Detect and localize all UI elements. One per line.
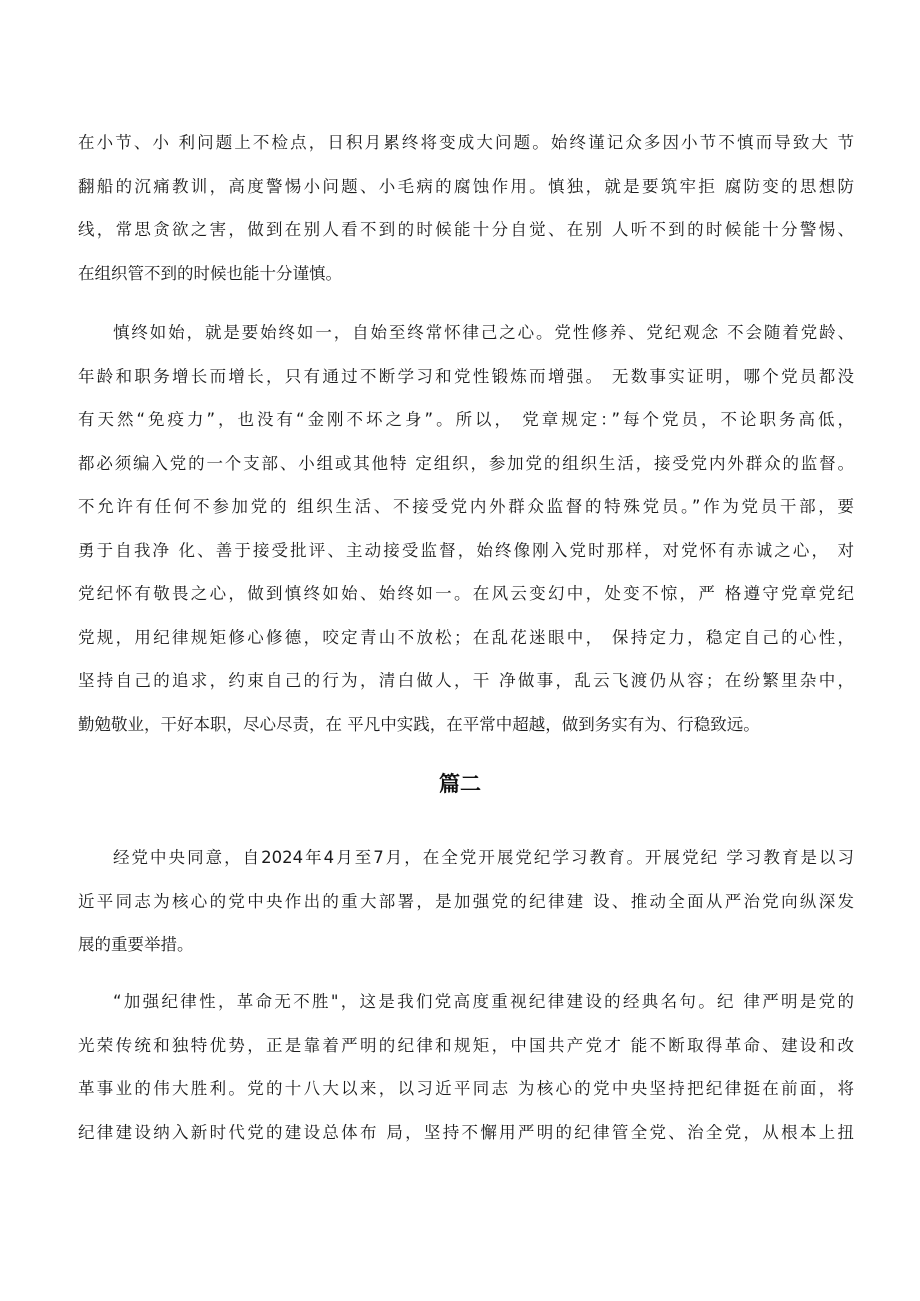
paragraph-line: 勤勉敬业，干好本职，尽心尽责，在 平凡中实践，在平常中超越，做到务实有为、行稳致远。 [78,714,760,734]
paragraph-4 [78,980,854,1154]
paragraph-line: 年龄和职务增长而增长，只有通过不断学习和党性锻炼而增强。 无数事实证明，哪个党员都没 [78,366,854,386]
paragraph-line: 不允许有任何不参加党的 组织生活、不接受党内外群众监督的特殊党员。”作为党员干部，要 [78,497,854,516]
paragraph-line: “加强纪律性，革命无不胜"，这是我们党高度重视纪律建设的经典名句。纪 律严明是党的 [113,992,854,1011]
paragraph-line: 在组织管不到的时候也能十分谨慎。 [78,263,342,283]
paragraph-line: 在小节、小 利问题上不检点，日积月累终将变成大问题。始终谨记众多因小节不慎而导致大 节 [78,133,854,152]
paragraph-line: 坚持自己的追求，约束自己的行为，清白做人，干 净做事，乱云飞渡仍从容；在纷繁里杂中， [78,671,854,690]
paragraph-line: 慎终如始，就是要始终如一，自始至终常怀律己之心。党性修养、党纪观念 不会随着党龄、 [113,323,854,342]
paragraph-line: 党纪怀有敬畏之心，做到慎终如始、始终如一。在风云变幻中，处变不惊，严 格遵守党章党纪 [78,584,854,603]
paragraph-line: 翻船的沉痛教训，高度警惕小问题、小毛病的腐蚀作用。慎独，就是要筑牢拒 腐防变的思想防 [78,176,854,196]
paragraph-1 [78,121,854,295]
paragraph-line: 都必须编入党的一个支部、小组或其他特 定组织，参加党的组织生活，接受党内外群众的监督。 [78,453,854,473]
paragraph-line: 近平同志为核心的党中央作出的重大部署，是加强党的纪律建 设、推动全面从严治党向纵深发 [78,891,854,911]
section-heading: 篇二 [439,772,481,796]
paragraph-line: 展的重要举措。 [78,935,194,954]
paragraph-3 [78,836,854,967]
paragraph-2 [78,311,854,746]
paragraph-line: 党规，用纪律规矩修心修德，咬定青山不放松；在乱花迷眼中， 保持定力，稳定自己的心性， [78,627,854,647]
paragraph-line: 革事业的伟大胜利。党的十八大以来，以习近平同志 为核心的党中央坚持把纪律挺在前面，将 [78,1079,854,1098]
paragraph-line: 经党中央同意，自2024年4月至7月，在全党开展党纪学习教育。开展党纪 学习教育是以习 [113,848,854,867]
paragraph-line: 光荣传统和独特优势，正是靠着严明的纪律和规矩，中国共产党才 能不断取得革命、建设和改 [78,1035,854,1055]
paragraph-line: 勇于自我净 化、善于接受批评、主动接受监督，始终像刚入党时那样，对党怀有赤诚之心， 对 [78,540,854,560]
paragraph-line: 线，常思贪欲之害，做到在别人看不到的时候能十分自觉、在别 人听不到的时候能十分警惕、 [78,220,854,239]
paragraph-line: 有天然“免疫力”，也没有“金刚不坏之身”。所以， 党章规定：”每个党员，不论职务高低， [78,410,854,429]
paragraph-line: 纪律建设纳入新时代党的建设总体布 局，坚持不懈用严明的纪律管全党、治全党，从根本上扭 [78,1122,854,1142]
